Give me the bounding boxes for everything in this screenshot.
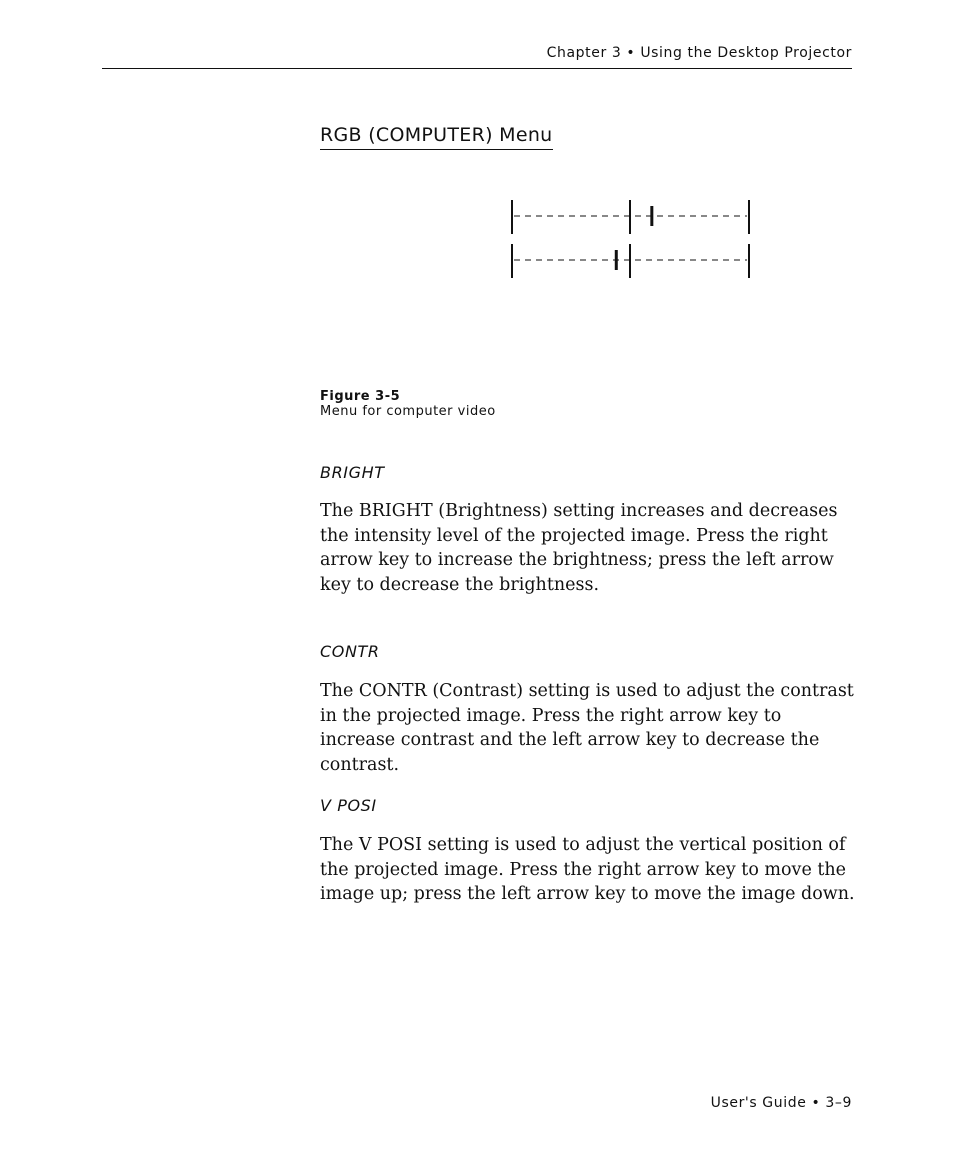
- running-header: Chapter 3 • Using the Desktop Projector: [546, 45, 852, 61]
- figure-description: Menu for computer video: [320, 404, 496, 419]
- slider-bright-row: [512, 200, 749, 234]
- figure-number: Figure 3-5: [320, 389, 401, 404]
- setting-body-contr: The CONTR (Contrast) setting is used to adjust the contrast in the projected image. Press the right arrow key to increase contrast and the left arrow key to decrease the contrast.: [320, 681, 854, 775]
- setting-body-vposi: The V POSI setting is used to adjust the vertical position of the projected image. Press the right arrow key to move the image up; press the left arrow key to move the image down.: [320, 835, 855, 904]
- setting-heading-bright: BRIGHT: [320, 463, 385, 482]
- header-rule: [102, 68, 852, 69]
- setting-body-bright: The BRIGHT (Brightness) setting increases and decreases the intensity level of the projected image. Press the right arrow key to increase the brightness; press the left arrow key to decrease the brightness.: [320, 501, 838, 595]
- menu-figure: [505, 198, 757, 284]
- section-title: RGB (COMPUTER) Menu: [320, 124, 553, 150]
- running-footer: User's Guide • 3–9: [710, 1095, 852, 1111]
- figure-caption: [320, 389, 496, 419]
- setting-heading-contr: CONTR: [320, 642, 380, 661]
- setting-heading-vposi: V POSI: [320, 796, 377, 815]
- slider-contrast-row: [512, 244, 749, 278]
